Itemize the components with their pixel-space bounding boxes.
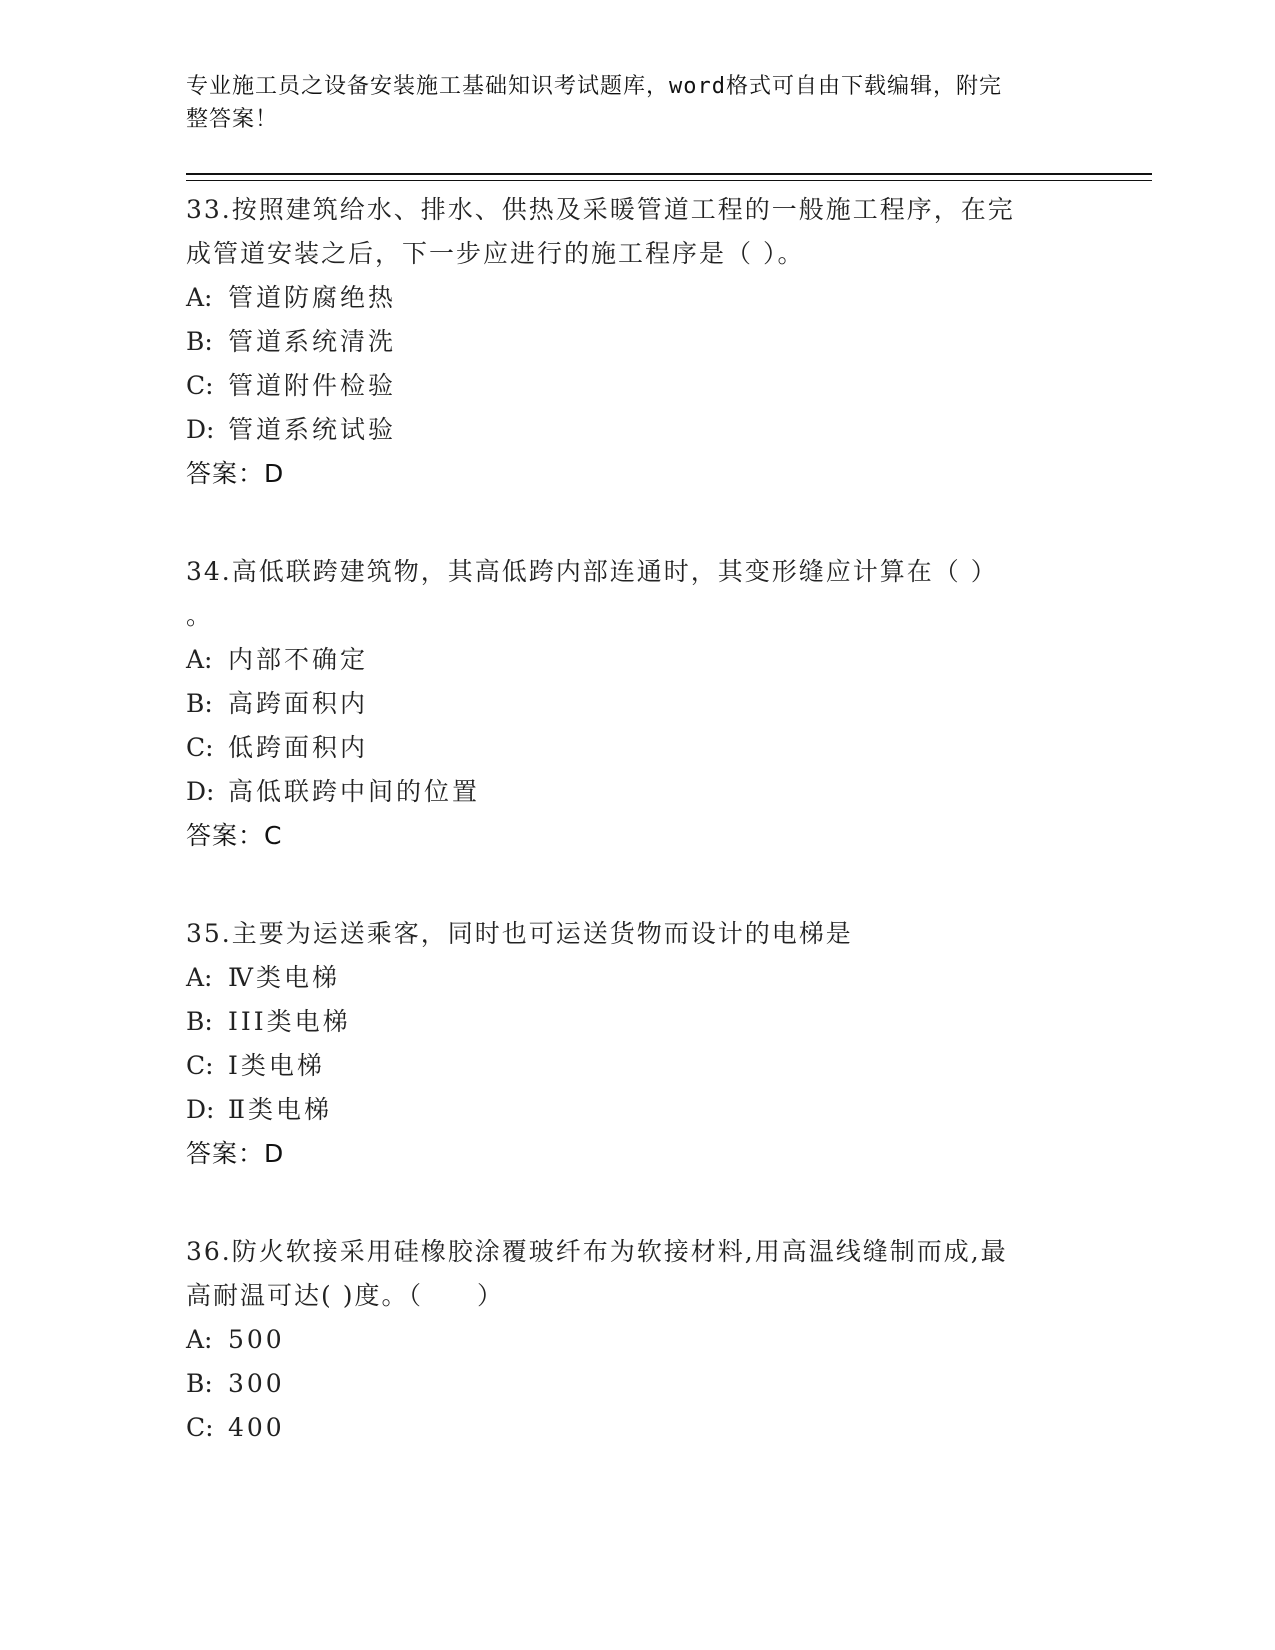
option-c: [186, 1406, 1086, 1450]
option-text: 500: [228, 1325, 285, 1354]
option-a: [186, 956, 1086, 1000]
option-letter: D:: [186, 415, 215, 444]
option-b: [186, 682, 1086, 726]
option-letter: C:: [186, 733, 214, 762]
answer-line: 答案：D: [186, 459, 285, 488]
option-text: 300: [228, 1369, 285, 1398]
option-a: [186, 1318, 1086, 1362]
question-35: [186, 912, 1086, 1176]
option-text: 400: [228, 1413, 285, 1442]
question-stem-line: 高耐温可达( )度。（ ）: [186, 1281, 504, 1310]
option-a: [186, 276, 1086, 320]
header-rule-thin: [186, 180, 1152, 181]
question-stem-line: 34.高低联跨建筑物，其高低跨内部连通时，其变形缝应计算在（ ）: [186, 557, 998, 586]
option-d: [186, 1088, 1086, 1132]
option-letter: B:: [186, 689, 213, 718]
question-36: [186, 1230, 1086, 1450]
option-letter: C:: [186, 1051, 214, 1080]
option-text: 管道系统清洗: [228, 327, 397, 356]
question-33: [186, 188, 1086, 496]
header-line-2: 整答案！: [186, 107, 279, 132]
option-letter: B:: [186, 1369, 213, 1398]
option-text: 高跨面积内: [228, 689, 369, 718]
option-c: [186, 364, 1086, 408]
question-stem-line: 33.按照建筑给水、排水、供热及采暖管道工程的一般施工程序，在完: [186, 195, 1015, 224]
option-b: [186, 1362, 1086, 1406]
option-text: Ⅰ类电梯: [228, 1051, 325, 1080]
option-text: Ⅱ类电梯: [228, 1095, 332, 1124]
option-letter: A:: [186, 1325, 213, 1354]
option-c: [186, 1044, 1086, 1088]
option-letter: A:: [186, 283, 213, 312]
option-text: 内部不确定: [228, 645, 369, 674]
option-letter: D:: [186, 1095, 215, 1124]
option-d: [186, 408, 1086, 452]
answer-line: 答案：C: [186, 821, 283, 850]
answer-line: 答案：D: [186, 1139, 285, 1168]
question-stem-line: 35.主要为运送乘客，同时也可运送货物而设计的电梯是: [186, 919, 853, 948]
option-letter: B:: [186, 1007, 213, 1036]
option-letter: C:: [186, 371, 214, 400]
option-text: 高低联跨中间的位置: [228, 777, 481, 806]
option-letter: A:: [186, 963, 213, 992]
option-letter: D:: [186, 777, 215, 806]
option-letter: B:: [186, 327, 213, 356]
option-d: [186, 770, 1086, 814]
option-text: III类电梯: [228, 1007, 351, 1036]
question-stem-line: 36.防火软接采用硅橡胶涂覆玻纤布为软接材料,用高温线缝制而成,最: [186, 1237, 1008, 1266]
document-header: [186, 70, 1066, 136]
option-b: [186, 1000, 1086, 1044]
option-letter: C:: [186, 1413, 214, 1442]
question-stem-line: 。: [186, 601, 214, 630]
option-c: [186, 726, 1086, 770]
option-a: [186, 638, 1086, 682]
option-text: 低跨面积内: [228, 733, 369, 762]
option-letter: A:: [186, 645, 213, 674]
option-text: Ⅳ类电梯: [228, 963, 340, 992]
header-line-1: 专业施工员之设备安装施工基础知识考试题库，word格式可自由下载编辑，附完: [186, 74, 1002, 99]
question-34: [186, 550, 1086, 858]
option-b: [186, 320, 1086, 364]
option-text: 管道防腐绝热: [228, 283, 397, 312]
option-text: 管道附件检验: [228, 371, 397, 400]
question-stem-line: 成管道安装之后，下一步应进行的施工程序是（ ）。: [186, 239, 805, 268]
option-text: 管道系统试验: [228, 415, 397, 444]
header-rule-thick: [186, 173, 1152, 175]
